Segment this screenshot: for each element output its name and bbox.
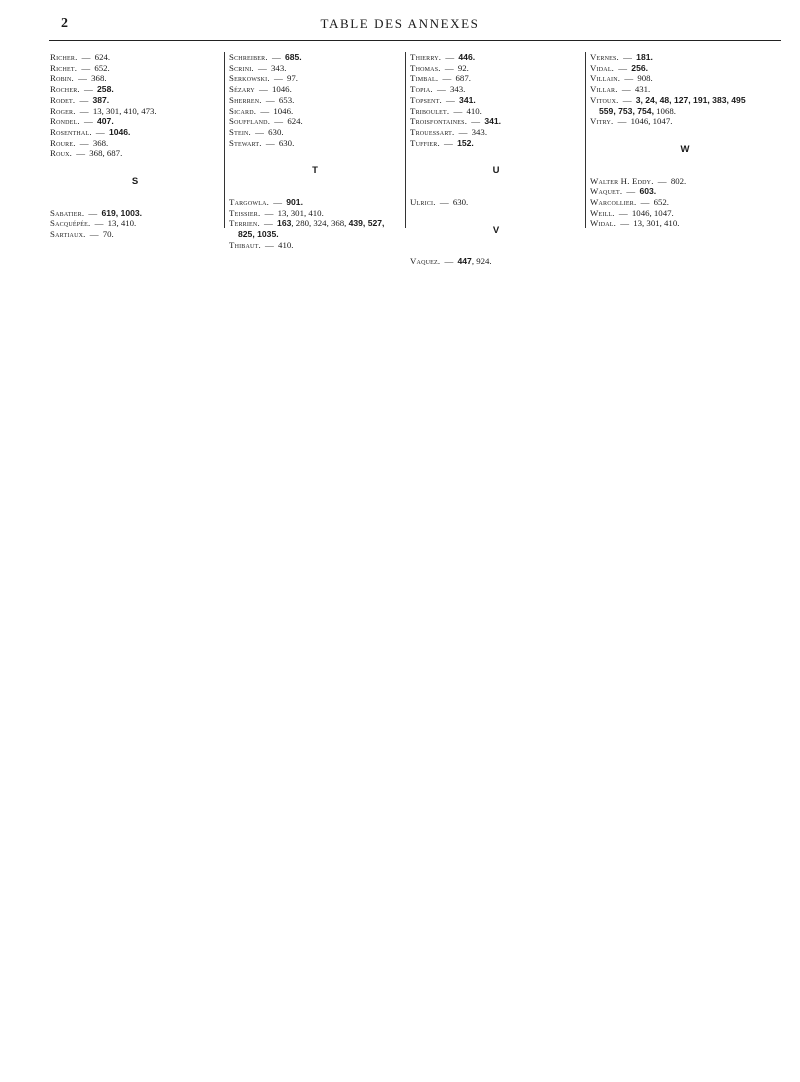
entry-name: Villain. — [590, 73, 621, 84]
entry-name: Roux. — [50, 148, 73, 159]
entry-dash: — — [81, 116, 95, 127]
page-reference: 70. — [102, 229, 114, 240]
index-entry — [50, 106, 220, 117]
entry-dash: — — [618, 218, 632, 229]
index-entry — [410, 256, 582, 267]
index-entry — [50, 116, 220, 127]
page-reference: 1046, 1047. — [631, 207, 674, 218]
letter-heading: V — [492, 224, 500, 236]
entry-dash: — — [255, 62, 270, 73]
index-entry — [50, 63, 220, 74]
entry-dash: — — [86, 207, 100, 218]
entry-name: Vitoux. — [590, 94, 619, 105]
page-reference: 431. — [634, 84, 651, 95]
index-entry — [229, 208, 401, 219]
entry-dash: — — [79, 62, 93, 73]
entry-name: Widal. — [590, 218, 617, 229]
page-reference: 619, 1003. — [101, 207, 143, 218]
index-entry — [590, 186, 780, 197]
page-reference: 685. — [284, 52, 302, 62]
entry-dash: — — [437, 197, 451, 208]
page-reference: 1046. — [271, 84, 292, 95]
entry-dash: — — [77, 105, 91, 116]
entry-name: Rosenthal. — [50, 126, 92, 137]
entry-name: Rodet. — [50, 94, 76, 105]
page-reference: 3, 24, 48, 127, 191, 383, 495 — [635, 94, 746, 105]
index-entry — [590, 208, 780, 219]
index-column — [590, 52, 780, 229]
entry-dash: — — [619, 84, 633, 95]
entry-name: Walter H. Eddy. — [590, 175, 654, 186]
page-reference: 343. — [471, 126, 488, 137]
entry-name: Trouessart. — [410, 126, 455, 137]
page-reference: 1046, 1047. — [630, 116, 673, 127]
column-divider — [585, 52, 586, 228]
page-reference: 343. — [271, 62, 287, 73]
page-reference: 341. — [459, 94, 476, 105]
index-entry — [229, 218, 401, 229]
index-entry — [50, 84, 220, 95]
page-reference: 92. — [457, 62, 469, 73]
entry-name: Sartiaux. — [50, 229, 86, 240]
page-reference: 652. — [94, 62, 110, 73]
page-reference: 368. — [92, 137, 109, 148]
index-entry — [590, 95, 780, 106]
entry-dash: — — [74, 148, 88, 159]
page-reference: 559, 753, 754, — [599, 105, 654, 116]
index-entry — [410, 84, 582, 95]
entry-dash: — — [620, 52, 635, 62]
index-entry — [50, 73, 220, 84]
index-entry — [50, 138, 220, 149]
entry-name: Thierry. — [410, 52, 442, 62]
index-entry — [50, 52, 220, 63]
page-reference: 410. — [466, 105, 482, 116]
page-reference: 181. — [636, 52, 653, 62]
page-reference: 687. — [455, 73, 471, 84]
entry-dash: — — [451, 105, 465, 116]
index-entry — [410, 63, 582, 74]
page-reference: 410. — [278, 239, 294, 250]
page-reference: 630. — [452, 197, 469, 208]
entry-dash: — — [77, 94, 91, 105]
index-entry — [229, 127, 401, 138]
index-entry-continuation — [590, 106, 780, 117]
header-rule — [49, 40, 781, 41]
index-entry — [410, 116, 582, 127]
entry-name: Schreiber. — [229, 52, 268, 62]
letter-heading: U — [492, 165, 500, 177]
index-entry — [50, 148, 220, 159]
entry-dash: — — [92, 218, 106, 229]
entry-dash: — — [271, 197, 285, 208]
entry-name: Stein. — [229, 126, 251, 137]
entry-dash: — — [442, 62, 456, 73]
entry-name: Richet. — [50, 62, 78, 73]
index-entry — [590, 176, 780, 187]
entry-dash: — — [434, 84, 448, 95]
entry-name: Vaquez. — [410, 256, 441, 267]
entry-dash: — — [263, 94, 277, 105]
entry-name: Vernes. — [590, 52, 619, 62]
page-reference: , 924. — [471, 256, 492, 267]
index-entry-continuation — [229, 229, 401, 240]
entry-dash: — — [269, 52, 283, 62]
entry-name: Rondel. — [50, 116, 80, 127]
entry-name: Timbal. — [410, 73, 439, 84]
entry-dash: — — [624, 186, 638, 197]
entry-name: Topsent. — [410, 94, 442, 105]
page-reference: 825, 1035. — [238, 229, 279, 240]
entry-name: Sherren. — [229, 94, 262, 105]
page-reference: 1068. — [653, 105, 676, 116]
index-entry — [50, 95, 220, 106]
page-reference: 630. — [278, 137, 295, 148]
page-reference: 407. — [97, 116, 114, 127]
page-reference: 13, 410. — [107, 218, 137, 229]
entry-dash: — — [620, 94, 634, 105]
entry-dash: — — [442, 256, 456, 267]
page-reference: 343. — [449, 84, 466, 95]
index-entry — [229, 84, 401, 95]
entry-dash: — — [75, 73, 90, 84]
index-entry — [590, 84, 780, 95]
entry-name: Warcollier. — [590, 197, 637, 208]
entry-name: Richer. — [50, 52, 78, 62]
page-reference: 630. — [268, 126, 284, 137]
entry-name: Sabatier. — [50, 207, 85, 218]
page-reference: 1046. — [273, 105, 294, 116]
index-entry — [410, 106, 582, 117]
entry-name: Sicard. — [229, 105, 257, 116]
entry-name: Topia. — [410, 84, 433, 95]
index-entry — [50, 229, 220, 240]
index-entry — [590, 116, 780, 127]
entry-name: Troisfontaines. — [410, 116, 468, 127]
letter-heading: T — [312, 165, 318, 177]
entry-name: Teissier. — [229, 207, 261, 218]
index-entry — [410, 73, 582, 84]
entry-name: Terrien. — [229, 218, 260, 229]
entry-dash: — — [615, 116, 629, 127]
entry-dash: — — [622, 73, 636, 84]
entry-dash: — — [262, 239, 277, 250]
page-reference: 908. — [637, 73, 653, 84]
page-reference: 652. — [653, 197, 669, 208]
entry-name: Stewart. — [229, 137, 262, 148]
entry-dash: — — [616, 62, 630, 73]
entry-dash: — — [258, 105, 272, 116]
index-entry — [50, 218, 220, 229]
entry-dash: — — [441, 137, 456, 148]
entry-dash: — — [616, 207, 630, 218]
entry-dash: — — [262, 207, 276, 218]
page-reference: 901. — [286, 197, 303, 208]
index-column — [229, 52, 401, 251]
entry-name: Serkowski. — [229, 73, 270, 84]
entry-dash: — — [256, 84, 270, 95]
page-number: 2 — [61, 16, 68, 31]
entry-dash: — — [272, 116, 286, 127]
entry-name: Roger. — [50, 105, 76, 116]
entry-dash: — — [93, 126, 107, 137]
page-reference: 258. — [97, 84, 114, 95]
page-reference: 13, 301, 410, 473. — [92, 105, 157, 116]
index-entry — [229, 106, 401, 117]
entry-name: Tuffier. — [410, 137, 440, 148]
page-reference: 802. — [670, 175, 687, 186]
entry-name: Vitry. — [590, 116, 614, 127]
index-entry — [50, 127, 220, 138]
page-reference: 341. — [484, 116, 502, 127]
index-entry — [229, 95, 401, 106]
entry-name: Weill. — [590, 207, 615, 218]
page-reference: 13, 301, 410. — [277, 207, 324, 218]
index-entry — [229, 116, 401, 127]
letter-heading: S — [131, 176, 139, 188]
index-entry — [590, 197, 780, 208]
index-entry — [229, 52, 401, 63]
index-entry — [229, 63, 401, 74]
entry-dash: — — [443, 94, 458, 105]
page-reference: 439, 527, — [348, 218, 385, 229]
page-reference: 603. — [639, 186, 657, 197]
entry-name: Scrini. — [229, 62, 254, 73]
index-column — [410, 52, 582, 267]
index-entry — [410, 52, 582, 63]
page-reference: 624. — [94, 52, 111, 62]
page-reference: 387. — [92, 94, 110, 105]
index-entry — [229, 73, 401, 84]
entry-name: Ulrici. — [410, 197, 436, 208]
page-reference: 1046. — [108, 126, 131, 137]
entry-dash: — — [77, 137, 91, 148]
entry-dash: — — [261, 218, 276, 229]
page-reference: 163 — [277, 218, 292, 229]
entry-dash: — — [456, 126, 470, 137]
page-reference: 368, 687. — [89, 148, 123, 159]
index-entry — [410, 197, 582, 208]
entry-dash: — — [440, 73, 454, 84]
index-entry — [229, 240, 401, 251]
entry-name: Thibaut. — [229, 239, 261, 250]
index-entry — [590, 73, 780, 84]
entry-dash: — — [87, 229, 101, 240]
entry-dash: — — [81, 84, 96, 95]
column-divider — [405, 52, 406, 228]
entry-name: Villar. — [590, 84, 618, 95]
page-reference: 624. — [287, 116, 303, 127]
page-reference: , 280, 324, 368, — [291, 218, 349, 229]
entry-dash: — — [271, 73, 285, 84]
entry-dash: — — [655, 175, 669, 186]
entry-dash: — — [252, 126, 267, 137]
index-column — [50, 52, 220, 240]
page-reference: 368. — [91, 73, 107, 84]
entry-dash: — — [469, 116, 483, 127]
index-entry — [590, 52, 780, 63]
page-reference: 446. — [458, 52, 476, 62]
entry-name: Targowla. — [229, 197, 270, 208]
index-entry — [229, 197, 401, 208]
index-entry — [410, 138, 582, 149]
entry-name: Vidal. — [590, 62, 615, 73]
page-reference: 13, 301, 410. — [633, 218, 680, 229]
page-reference: 152. — [457, 137, 474, 148]
entry-name: Sézary — [229, 84, 255, 95]
index-entry — [410, 95, 582, 106]
entry-dash: — — [79, 52, 93, 62]
index-entry — [50, 208, 220, 219]
entry-dash: — — [638, 197, 652, 208]
entry-dash: — — [263, 137, 277, 148]
entry-name: Thomas. — [410, 62, 441, 73]
entry-name: Rocher. — [50, 84, 80, 95]
entry-dash: — — [443, 52, 457, 62]
letter-heading: W — [680, 143, 690, 155]
column-divider — [224, 52, 225, 228]
entry-name: Triboulet. — [410, 105, 450, 116]
entry-name: Roure. — [50, 137, 76, 148]
index-entry — [590, 218, 780, 229]
entry-name: Souffland. — [229, 116, 271, 127]
index-entry — [410, 127, 582, 138]
index-entry — [229, 138, 401, 149]
index-entry — [590, 63, 780, 74]
entry-name: Robin. — [50, 73, 74, 84]
page-reference: 256. — [631, 62, 649, 73]
entry-name: Sacquépée. — [50, 218, 91, 229]
page-reference: 97. — [286, 73, 298, 84]
running-title: TABLE DES ANNEXES — [320, 16, 480, 31]
page-reference: 653. — [278, 94, 295, 105]
entry-name: Waquet. — [590, 186, 623, 197]
page-reference: 447 — [457, 256, 472, 267]
